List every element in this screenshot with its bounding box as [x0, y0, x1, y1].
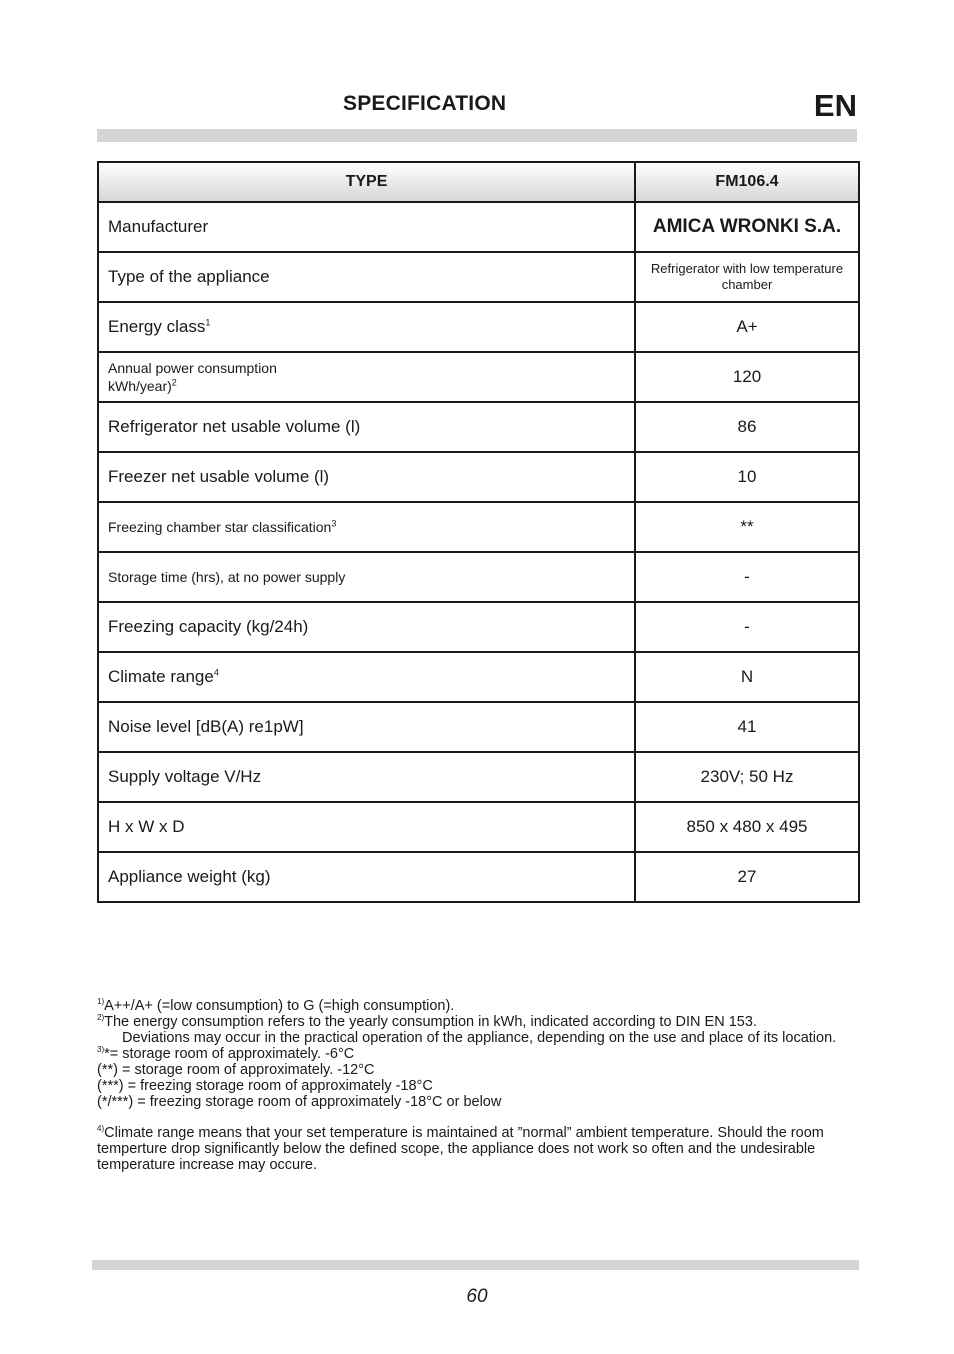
row-label: Type of the appliance — [98, 252, 635, 302]
footnote-4 — [97, 1125, 857, 1173]
table-row — [98, 702, 859, 752]
footnote-1 — [97, 998, 857, 1014]
row-value: AMICA WRONKI S.A. — [635, 202, 859, 252]
footnote-spacer — [97, 1110, 857, 1125]
table-row — [98, 852, 859, 902]
footnote-2-continuation: Deviations may occur in the practical operation of the appliance, depending on the use and place of its location. — [122, 1030, 837, 1046]
row-value: 230V; 50 Hz — [635, 752, 859, 802]
footnotes — [97, 998, 857, 1173]
table-row — [98, 552, 859, 602]
row-label-cell — [98, 302, 635, 352]
footnote-mark: 1) — [97, 997, 105, 1007]
row-label-cell — [98, 352, 635, 402]
row-label: Refrigerator net usable volume (l) — [98, 402, 635, 452]
row-value: 120 — [635, 352, 859, 402]
table-row — [98, 602, 859, 652]
row-value: - — [635, 602, 859, 652]
footnote-text: A++/A+ (=low consumption) to G (=high consumption). — [104, 998, 455, 1014]
footnote-2 — [97, 1014, 857, 1030]
footnote-mark: 4) — [97, 1124, 105, 1134]
row-label: H x W x D — [98, 802, 635, 852]
table-row — [98, 302, 859, 352]
row-label: Appliance weight (kg) — [98, 852, 635, 902]
footnote-3-line-3: (***) = freezing storage room of approximately -18°C — [97, 1078, 433, 1094]
footnote-text: The energy consumption refers to the yearly consumption in kWh, indicated according to DIN EN 153. — [104, 1014, 757, 1030]
footnote-3 — [97, 1046, 857, 1062]
row-label-line-2: kWh/year) — [108, 378, 172, 394]
page-title: SPECIFICATION — [343, 92, 507, 115]
table-header-row — [98, 162, 859, 202]
row-label-cell — [98, 652, 635, 702]
row-value: 86 — [635, 402, 859, 452]
row-value: A+ — [635, 302, 859, 352]
page-number: 60 — [466, 1286, 488, 1307]
row-label: Freezing capacity (kg/24h) — [98, 602, 635, 652]
footnote-ref: 4 — [213, 667, 219, 678]
row-value: 10 — [635, 452, 859, 502]
row-value: N — [635, 652, 859, 702]
footnote-text: Climate range means that your set temperature is maintained at ”normal” ambient temperature. Should the room temperture drop significantly below the defined scope, the appliance does not work so often and the undesirable temperature increase may occure. — [97, 1125, 824, 1173]
table-row — [98, 202, 859, 252]
row-label: Climate range — [108, 667, 214, 686]
footnote-ref: 2 — [171, 377, 177, 388]
footnote-ref: 1 — [205, 317, 211, 328]
header-model-value: FM106.4 — [635, 162, 859, 202]
footnote-3-line-2: (**) = storage room of approximately. -12°C — [97, 1062, 375, 1078]
row-label: Storage time (hrs), at no power supply — [98, 552, 635, 602]
footnote-3-line-4: (*/***) = freezing storage room of approximately -18°C or below — [97, 1094, 502, 1110]
row-value: ** — [635, 502, 859, 552]
row-label: Manufacturer — [98, 202, 635, 252]
footnote-text: *= storage room of approximately. -6°C — [104, 1046, 355, 1062]
table-row — [98, 752, 859, 802]
row-value: Refrigerator with low temperature chamber — [635, 252, 859, 302]
table-row — [98, 252, 859, 302]
table-row — [98, 802, 859, 852]
table-row — [98, 402, 859, 452]
row-label-line-1: Annual power consumption — [108, 360, 277, 376]
table-row — [98, 352, 859, 402]
row-label: Freezing chamber star classification — [108, 519, 332, 535]
row-value: 27 — [635, 852, 859, 902]
language-code: EN — [813, 88, 857, 123]
table-row — [98, 452, 859, 502]
row-label: Freezer net usable volume (l) — [98, 452, 635, 502]
specification-table — [97, 161, 860, 903]
row-value: - — [635, 552, 859, 602]
row-value: 41 — [635, 702, 859, 752]
table-row — [98, 502, 859, 552]
row-label: Energy class — [108, 317, 206, 336]
footnote-ref: 3 — [331, 518, 337, 529]
row-label-cell — [98, 502, 635, 552]
row-label: Supply voltage V/Hz — [98, 752, 635, 802]
row-value: 850 x 480 x 495 — [635, 802, 859, 852]
header-divider — [97, 129, 857, 142]
footnote-mark: 2) — [97, 1013, 105, 1023]
footer-divider — [92, 1260, 859, 1270]
footnote-mark: 3) — [97, 1045, 105, 1055]
row-label: Noise level [dB(A) re1pW] — [98, 702, 635, 752]
header-type-label: TYPE — [98, 162, 635, 202]
table-row — [98, 652, 859, 702]
